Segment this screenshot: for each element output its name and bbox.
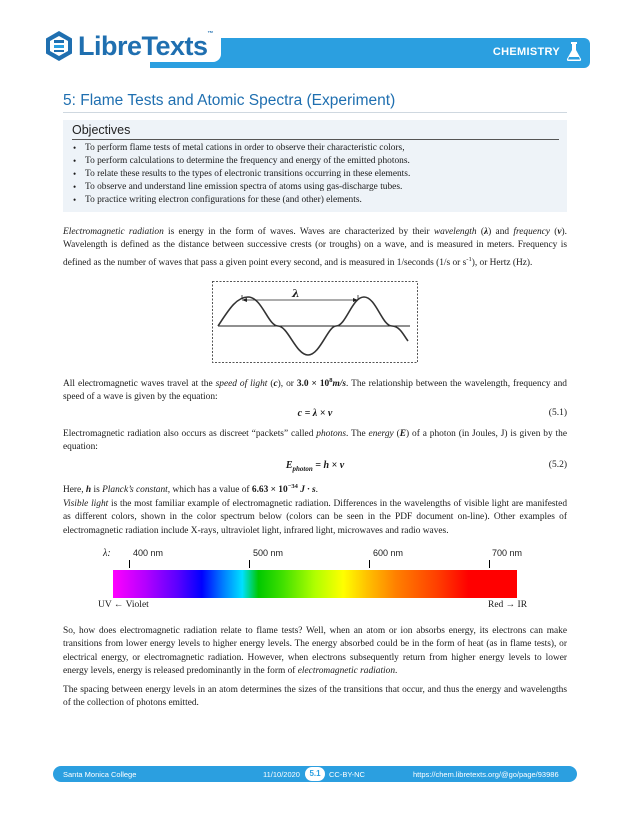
title-divider (63, 112, 567, 113)
equation-number: (5.1) (548, 408, 567, 418)
red-ir-label: Red → IR (488, 600, 528, 610)
tick-label-600: 600 nm (373, 548, 404, 558)
footer-license[interactable]: CC-BY-NC (329, 770, 365, 779)
flask-icon (566, 42, 582, 62)
equation-5-1 (63, 408, 567, 422)
paragraph-em-radiation: Electromagnetic radiation is energy in the form of waves. Waves are characterized by their wavelength (λ) and frequency (ν). Wavelength is defined as the distance between successive crests (or troughs) on a wave, and is measured in meters. Frequency is defined as the number of waves that pass a given point every second, and is measured in 1/seconds (1/s or $s^{-1}$), or Hertz (Hz). (63, 227, 567, 268)
equation-expression: c = λ × ν (297, 408, 333, 419)
objectives-list (73, 142, 410, 207)
tick-mark (129, 560, 130, 568)
paragraph-planck: Here, h is Planck’s constant, which has a value of $6.63 \times 10^{-34}$ J · s. (63, 483, 318, 496)
paragraph-visible-light: Visible light is the most familiar example of electromagnetic radiation. Differences in the wavelengths of visible light are manifested as different colors, shown in the color spectrum below (colors can be seen in the PDF document on-line). Other examples of electromagnetic radiation include X-rays, ultraviolet light, infrared light, microwaves and radio waves. (63, 499, 568, 536)
logo-text: LibreTexts™ (78, 30, 214, 61)
objective-item: • To perform calculations to determine the frequency and energy of the emitted photons. (73, 155, 410, 168)
subject-label: CHEMISTRY (492, 46, 560, 58)
tick-label-500: 500 nm (253, 548, 284, 558)
page-footer (53, 766, 577, 782)
footer-date: 11/10/2020 (263, 770, 300, 779)
libretexts-logo[interactable] (44, 30, 221, 62)
lambda-symbol: λ: (103, 548, 111, 559)
wavelength-label: λ (292, 287, 300, 300)
page-number-badge: 5.1 (305, 767, 325, 781)
objectives-box (63, 120, 567, 212)
paragraph-photons: Electromagnetic radiation also occurs as discreet “packets” called photons. The energy (E) of a photon (in Joules, J) is given by the equation: (63, 429, 568, 453)
objectives-divider (72, 139, 559, 140)
equation-number: (5.2) (548, 460, 567, 470)
objective-item: • To practice writing electron configurations for these (and other) elements. (73, 194, 410, 207)
tick-label-700: 700 nm (492, 548, 523, 558)
color-spectrum (95, 544, 545, 614)
page-title: 5: Flame Tests and Atomic Spectra (Experiment) (63, 92, 396, 109)
libretexts-hex-icon (44, 30, 74, 62)
page-header (0, 0, 630, 100)
spectrum-bar (113, 570, 517, 598)
uv-violet-label: UV ← Violet (98, 600, 149, 610)
tick-mark (369, 560, 370, 568)
wave-diagram (212, 281, 418, 363)
footer-url[interactable]: https://chem.libretexts.org/@go/page/93986 (413, 770, 559, 779)
objectives-heading: Objectives (72, 123, 131, 137)
objective-item: • To observe and understand line emission spectra of atoms using gas-discharge tubes. (73, 181, 410, 194)
equation-5-2 (63, 460, 567, 474)
equation-expression: $E_{photon} = h \times \nu$ (285, 460, 345, 473)
paragraph-flame-tests: So, how does electromagnetic radiation relate to flame tests? Well, when an atom or ion absorbs energy, its electrons can make transitions from lower energy levels to higher energy levels. The energy absorbed could be in the form of heat (as in flame tests), or electrical energy, or electromagnetic radiation. However, when electrons subsequently return from higher energy levels to lower energy levels, energy is released predominantly in the form of electromagnetic radiation. (63, 626, 567, 676)
objective-item: • To relate these results to the types of electronic transitions occurring in these elements. (73, 168, 410, 181)
tick-mark (249, 560, 250, 568)
footer-college: Santa Monica College (63, 770, 137, 779)
paragraph-speed-of-light: All electromagnetic waves travel at the speed of light (c), or $3.0 \times 10^8m/s$. The relationship between the wavelength, frequency and speed of a wave is given by the equation: (63, 377, 567, 403)
tick-mark (489, 560, 490, 568)
tick-label-400: 400 nm (133, 548, 164, 558)
objective-item: • To perform flame tests of metal cations in order to observe their characteristic colors, (73, 142, 410, 155)
paragraph-energy-levels: The spacing between energy levels in an atom determines the sizes of the transitions that occur, and thus the energy and wavelengths of the collection of photons emitted. (63, 685, 567, 709)
